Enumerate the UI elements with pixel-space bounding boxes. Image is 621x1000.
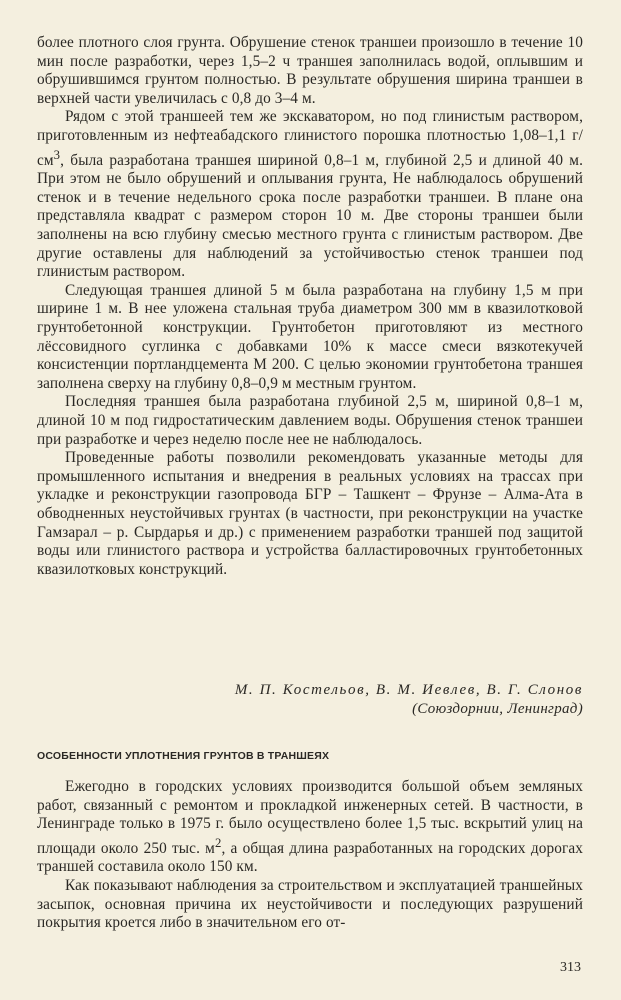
paragraph-2-text-a: Рядом с этой траншеей тем же экскаватором, но под глинистым раствором, приготовленным из нефтеабадского глинистого порошка плотностью 1,08–1,1 г/см	[37, 108, 583, 169]
paragraph-2-text-b: , была разработана траншея шириной 0,8–1 м, глубиной 2,5 и длиной 40 м. При этом не было обрушений и оплывания грунта, Не наблюдалось обрушений стенок и в течение недельного срока после разработки траншеи. В плане она представляла квадрат с размером сторон 10 м. Две стороны траншеи были заполнены на всю глубину смесью местного грунта с глинистым раствором. Две другие оставлены для наблюдений за устойчивостью стенок траншеи под глинистым раствором.	[37, 151, 583, 281]
section-1-body	[37, 34, 583, 579]
section-2-heading: ОСОБЕННОСТИ УПЛОТНЕНИЯ ГРУНТОВ В ТРАНШЕЯХ	[37, 750, 330, 762]
section-2-body	[37, 778, 583, 933]
author-organization: (Союздорнии, Ленинград)	[412, 701, 583, 717]
section-2-paragraph-1	[37, 778, 583, 877]
paragraph-4: Последняя траншея была разработана глубиной 2,5 м, шириной 0,8–1 м, длиной 10 м под гидростатическим давлением воды. Обрушения стенок траншеи при разработке и через неделю после нее не наблюдалось.	[37, 393, 583, 448]
section-2-paragraph-1-text-b: , а общая длина разработанных на городских дорогах траншей составила около 150 км.	[37, 839, 583, 876]
superscript-3: 3	[53, 147, 61, 162]
author-names: М. П. Костельов, В. М. Иевлев, В. Г. Слонов	[234, 682, 583, 698]
section-2-paragraph-1-text-a: Ежегодно в городских условиях производится большой объем земляных работ, связанный с ремонтом и прокладкой инженерных сетей. В частности, в Ленинграде только в 1975 г. было осуществлено более 1,5 тыс. вскрытий улиц на площади около 250 тыс. м	[37, 778, 583, 857]
paragraph-1: более плотного слоя грунта. Обрушение стенок траншеи произошло в течение 10 мин после разработки, через 1,5–2 ч траншея заполнилась водой, оплывшим и обрушившимся грунтом полностью. В результате обрушения ширина траншеи в верхней части увеличилась с 0,8 до 3–4 м.	[37, 34, 583, 107]
author-signature	[23, 681, 583, 719]
section-2-paragraph-2: Как показывают наблюдения за строительством и эксплуатацией траншейных засыпок, основная причина их неустойчивости и последующих разрушений покрытия кроется либо в значительном его от-	[37, 877, 583, 932]
paragraph-5: Проведенные работы позволили рекомендовать указанные методы для промышленного испытания и внедрения в реальных условиях на трассах при укладке и реконструкции газопровода БГР – Ташкент – Фрунзе – Алма-Ата в обводненных неустойчивых грунтах (в частности, при реконструкции на участке Гамзарал – р. Сырдарья и др.) с применением разработки траншей под защитой воды или глинистого раствора и устройства балластировочных грунтобетонных квазилотковых конструкций.	[37, 449, 583, 578]
paragraph-3: Следующая траншея длиной 5 м была разработана на глубину 1,5 м при ширине 1 м. В нее уложена стальная труба диаметром 300 мм в квазилотковой грунтобетонной конструкции. Грунтобетон приготовляют из местного лёссовидного суглинка с добавками 10% к массе смеси вязкотекучей консистенции портландцемента М 200. С целью экономии грунтобетона траншея заполнена сверху на глубину 0,8–0,9 м местным грунтом.	[37, 281, 583, 392]
page-number: 313	[560, 960, 581, 975]
paragraph-2	[37, 108, 583, 281]
superscript-2: 2	[214, 835, 222, 850]
